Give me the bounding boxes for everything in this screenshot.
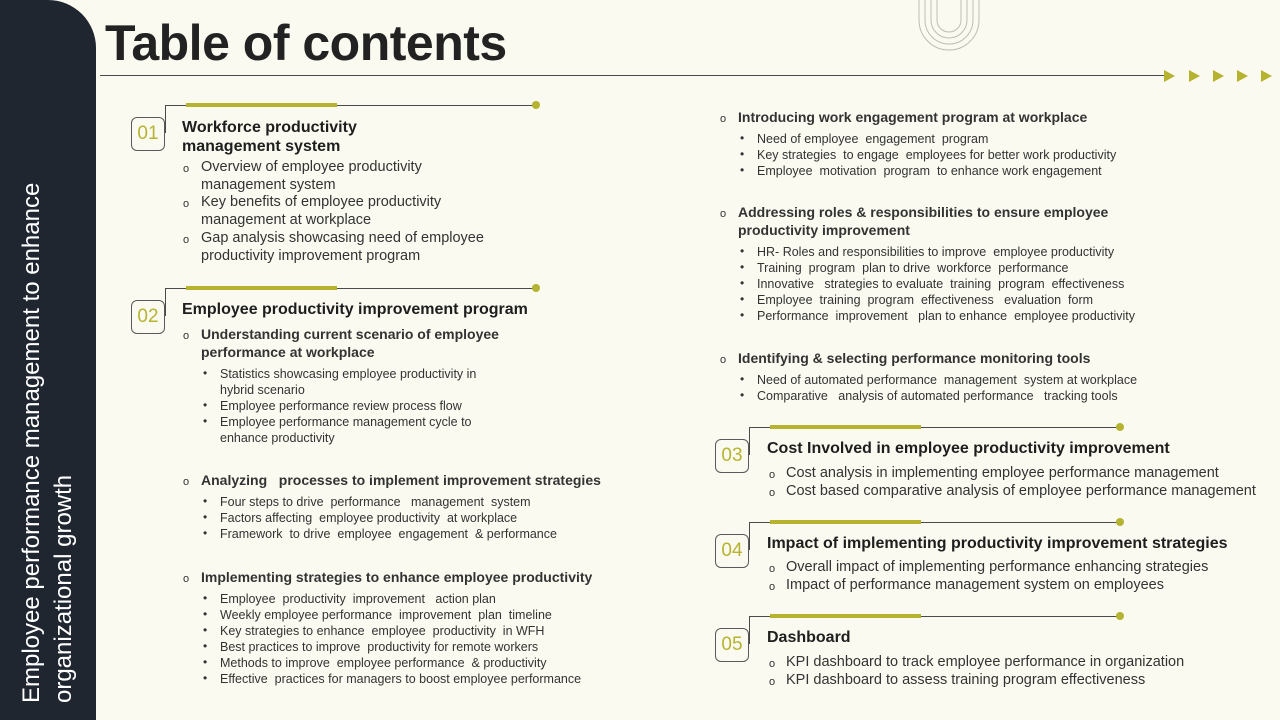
subsection-title[interactable]: Introducing work engagement program at workplace [738, 109, 1088, 125]
presentation-subtitle [16, 83, 80, 703]
circle-bullet-icon: o [183, 163, 190, 175]
bullet-icon: • [740, 276, 745, 290]
list-item[interactable] [201, 158, 422, 194]
section-number-03: 03 [715, 439, 749, 473]
list-item-line: Key benefits of employee productivity [201, 194, 442, 210]
section-number-01: 01 [131, 117, 165, 151]
connector-dot [1116, 518, 1124, 526]
circle-bullet-icon: o [183, 198, 190, 210]
list-item-line: productivity improvement program [201, 248, 421, 264]
bullet-icon: • [203, 398, 208, 412]
page-title: Table of contents [105, 15, 507, 71]
bullet-item[interactable]: Innovative strategies to evaluate training program effectiveness [757, 277, 1125, 291]
connector-line [749, 522, 750, 550]
bullet-icon: • [203, 510, 208, 524]
connector-dot [1116, 612, 1124, 620]
list-item[interactable]: KPI dashboard to track employee performance in organization [786, 654, 1185, 670]
bullet-icon: • [740, 147, 745, 161]
bullet-icon: • [203, 671, 208, 685]
bullet-icon: • [740, 388, 745, 402]
list-item-line: management system [201, 177, 336, 193]
bullet-item[interactable]: Employee performance management cycle to [220, 415, 472, 429]
bullet-item[interactable]: Need of employee engagement program [757, 132, 989, 146]
circle-bullet-icon: o [183, 573, 190, 585]
circle-bullet-icon: o [183, 234, 190, 246]
subsection-title[interactable]: Analyzing processes to implement improvement strategies [201, 472, 601, 488]
bullet-item[interactable]: Employee performance review process flow [220, 399, 462, 413]
arrows-icon [1162, 67, 1278, 85]
circle-bullet-icon: o [769, 658, 776, 670]
list-item[interactable]: Cost based comparative analysis of employee performance management [786, 483, 1256, 499]
bullet-icon: • [203, 494, 208, 508]
section-number-05: 05 [715, 628, 749, 662]
section-number-04: 04 [715, 534, 749, 568]
bullet-icon: • [203, 366, 208, 380]
section-title-03[interactable]: Cost Involved in employee productivity improvement [767, 440, 1170, 457]
accent-bar [770, 614, 921, 618]
subsection-title[interactable]: Identifying & selecting performance monitoring tools [738, 350, 1091, 366]
connector-line [749, 616, 750, 644]
accent-bar [770, 520, 921, 524]
bullet-item[interactable]: Weekly employee performance improvement plan timeline [220, 608, 552, 622]
list-item[interactable]: Overall impact of implementing performance enhancing strategies [786, 559, 1209, 575]
section-title-04[interactable]: Impact of implementing productivity improvement strategies [767, 535, 1228, 552]
bullet-icon: • [740, 163, 745, 177]
list-item-line: Gap analysis showcasing need of employee [201, 230, 484, 246]
bullet-item[interactable]: HR- Roles and responsibilities to improve employee productivity [757, 245, 1115, 259]
sidebar-panel [0, 0, 96, 720]
bullet-icon: • [740, 308, 745, 322]
subsection-title-line: performance at workplace [201, 344, 375, 360]
section-title-05[interactable]: Dashboard [767, 629, 851, 646]
bullet-item[interactable]: Framework to drive employee engagement & performance [220, 527, 557, 541]
connector-line [165, 105, 166, 133]
bullet-item[interactable]: Key strategies to enhance employee productivity in WFH [220, 624, 545, 638]
connector-line [165, 288, 166, 316]
list-item[interactable] [201, 229, 484, 265]
circle-bullet-icon: o [769, 563, 776, 575]
connector-dot [532, 284, 540, 292]
accent-bar [186, 286, 337, 290]
subsection-title[interactable] [738, 203, 1108, 239]
bullet-item[interactable]: Comparative analysis of automated performance tracking tools [757, 389, 1118, 403]
bullet-icon: • [203, 414, 208, 428]
bullet-item[interactable]: Four steps to drive performance management system [220, 495, 531, 509]
subsection-title[interactable] [201, 325, 499, 361]
bullet-icon: • [203, 526, 208, 540]
subsection-title-line: productivity improvement [738, 222, 910, 238]
bullet-item[interactable]: Training program plan to drive workforce performance [757, 261, 1069, 275]
bullet-item[interactable]: Performance improvement plan to enhance employee productivity [757, 309, 1135, 323]
section-title-02[interactable]: Employee productivity improvement program [182, 301, 528, 318]
bullet-item[interactable]: Need of automated performance management system at workplace [757, 373, 1138, 387]
bullet-item-cont: enhance productivity [220, 431, 335, 445]
circle-bullet-icon: o [183, 476, 190, 488]
bullet-icon: • [203, 591, 208, 605]
circle-bullet-icon: o [183, 330, 190, 342]
bullet-icon: • [203, 607, 208, 621]
subsection-title[interactable]: Implementing strategies to enhance employee productivity [201, 569, 593, 585]
subtitle-line-2: organizational growth [50, 474, 77, 703]
bullet-icon: • [740, 260, 745, 274]
circle-bullet-icon: o [720, 113, 727, 125]
connector-dot [532, 101, 540, 109]
list-item[interactable]: Cost analysis in implementing employee performance management [786, 465, 1219, 481]
bullet-item[interactable]: Factors affecting employee productivity at workplace [220, 511, 518, 525]
circle-bullet-icon: o [769, 469, 776, 481]
section-title-line: management system [182, 138, 341, 155]
subtitle-line-1: Employee performance management to enhance [18, 182, 45, 703]
bullet-item[interactable]: Statistics showcasing employee productivity in [220, 367, 477, 381]
list-item[interactable]: Impact of performance management system on employees [786, 577, 1164, 593]
bullet-item[interactable]: Employee training program effectiveness evaluation form [757, 293, 1094, 307]
subsection-title-line: Addressing roles & responsibilities to ensure employee [738, 204, 1109, 220]
bullet-item[interactable]: Employee motivation program to enhance work engagement [757, 164, 1102, 178]
accent-bar [770, 425, 921, 429]
circle-bullet-icon: o [720, 208, 727, 220]
list-item-line: Overview of employee productivity [201, 159, 422, 175]
bullet-item-cont: hybrid scenario [220, 383, 305, 397]
bullet-item[interactable]: Best practices to improve productivity for remote workers [220, 640, 539, 654]
circle-bullet-icon: o [769, 676, 776, 688]
bullet-icon: • [203, 655, 208, 669]
connector-line [749, 427, 750, 455]
bullet-item[interactable]: Methods to improve employee performance & productivity [220, 656, 547, 670]
bullet-icon: • [203, 623, 208, 637]
bullet-icon: • [740, 131, 745, 145]
decorative-arches-icon [916, 0, 982, 54]
accent-bar [186, 103, 337, 107]
bullet-item[interactable]: Effective practices for managers to boost employee performance [220, 672, 582, 686]
circle-bullet-icon: o [720, 354, 727, 366]
bullet-icon: • [203, 639, 208, 653]
section-title-line: Workforce productivity [182, 119, 357, 136]
title-divider [100, 75, 1164, 76]
bullet-icon: • [740, 372, 745, 386]
list-item[interactable]: KPI dashboard to assess training program effectiveness [786, 672, 1146, 688]
bullet-icon: • [740, 244, 745, 258]
circle-bullet-icon: o [769, 581, 776, 593]
connector-dot [1116, 423, 1124, 431]
section-number-02: 02 [131, 300, 165, 334]
bullet-icon: • [740, 292, 745, 306]
bullet-item[interactable]: Employee productivity improvement action plan [220, 592, 496, 606]
list-item[interactable] [201, 193, 441, 229]
circle-bullet-icon: o [769, 487, 776, 499]
bullet-item[interactable]: Key strategies to engage employees for better work productivity [757, 148, 1117, 162]
list-item-line: management at workplace [201, 212, 372, 228]
section-title-01[interactable] [182, 118, 357, 156]
subsection-title-line: Understanding current scenario of employee [201, 326, 499, 342]
